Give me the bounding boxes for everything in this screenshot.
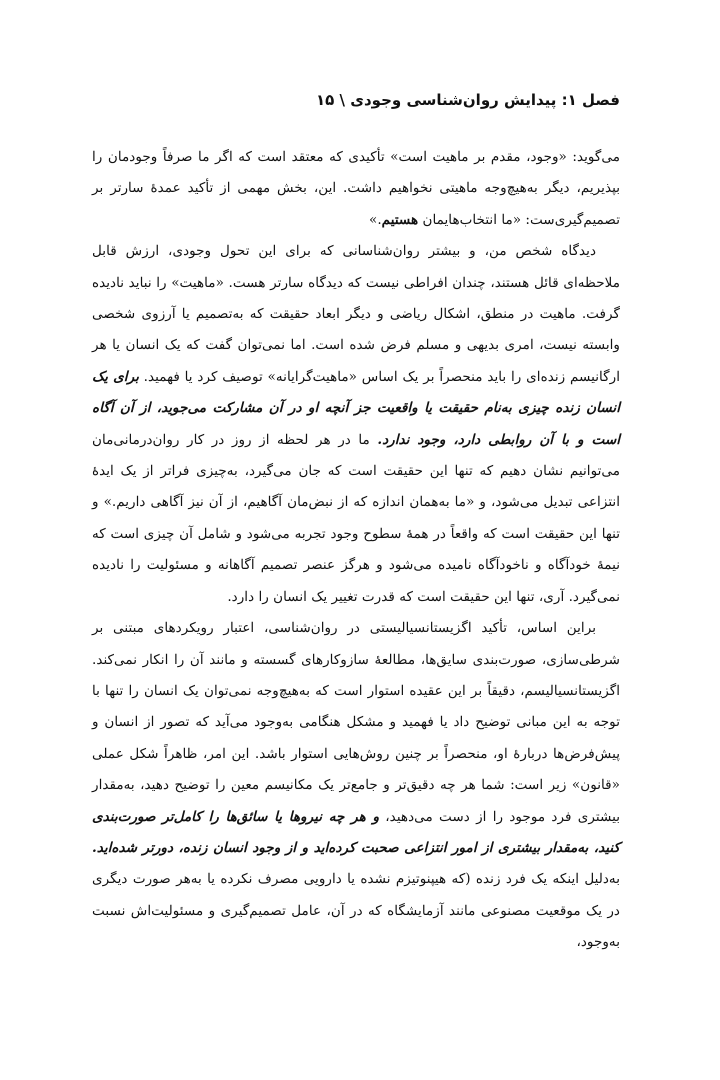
text-run: .»	[369, 211, 382, 228]
paragraph	[92, 236, 620, 613]
bold-text: هستیم	[381, 211, 419, 228]
text-run: می‌گوید: «وجود، مقدم بر ماهیت است» تأکیدی که معتقد است که اگر ما صرفاً وجودمان را بپذیریم، دیگر به‌هیچ‌وجه ماهیتی نخواهیم داشت. این، بخش مهمی از تأکید عمدهٔ سارتر بر تصمیم‌گیری‌ست: «ما انتخاب‌هایمان	[92, 149, 620, 228]
text-run: براین اساس، تأکید اگزیستانسیالیستی در روان‌شناسی، اعتبار رویکردهای مبتنی بر شرطی‌سازی، صورت‌بندی سایق‌ها، مطالعهٔ سازوکارهای گسسته و مانند آن را انکار نمی‌کند. اگزیستانسیالیسم، دقیقاً بر این عقیده استوار است که به‌هیچ‌وجه نمی‌توان یک انسان را تنها با توجه به این مبانی توضیح داد یا فهمید و مشکل هنگامی به‌وجود می‌آید که تصور از انسان و پیش‌فرض‌ها دربارهٔ او، منحصراً بر چنین روش‌هایی استوار باشد. این امر، ظاهراً شکل عملی «قانون» زیر است: شما هر چه دقیق‌تر و جامع‌تر یک مکانیسم معین را توضیح دهید، به‌مقدار بیشتری فرد موجود را از دست می‌دهید،	[92, 620, 620, 825]
text-run: به‌دلیل اینکه یک فرد زنده (که هیپنوتیزم نشده یا دارویی مصرف نکرده یا به‌هر صورت دیگری در یک موقعیت مصنوعی مانند آزمایشگاه که در آن، عامل تصمیم‌گیری و مسئولیت‌اش نسبت به‌وجود،	[92, 871, 620, 951]
running-head: فصل ۱: پیدایش روان‌شناسی وجودی \ ۱۵	[316, 91, 620, 109]
paragraph	[92, 142, 620, 236]
body-text	[92, 142, 620, 959]
emphasized-text: برای یک انسان زنده چیزی به‌نام حقیقت یا واقعیت جز آنچه او در آن مشارکت می‌جوید، از آن آگاه است و با آن روابطی دارد، وجود ندارد.	[92, 368, 620, 448]
emphasized-text: و هر چه نیروها یا سائق‌ها را کامل‌تر صورت‌بندی کنید، به‌مقدار بیشتری از امور انتزاعی صحبت کرده‌اید و از وجود انسان زنده، دورتر شده‌اید.	[92, 808, 620, 856]
text-run: دیدگاه شخص من، و بیشتر روان‌شناسانی که برای این تحول وجودی، ارزش قابل ملاحظه‌ای قائل هستند، چندان افراطی نیست که دیدگاه سارتر هست. «ماهیت» را نباید نادیده گرفت. ماهیت در منطق، اشکال ریاضی و دیگر ابعاد حقیقت که به‌تصمیم یا آرزوی شخصی وابسته نیست، امری بدیهی و مسلم فرض شده است. اما نمی‌توان گفت که یک انسان یا هر ارگانیسم زنده‌ای را باید منحصراً بر یک اساس «ماهیت‌گرایانه» توصیف کرد یا فهمید.	[92, 243, 620, 385]
paragraph	[92, 613, 620, 958]
book-page	[92, 88, 620, 1048]
text-run: ما در هر لحظه از روز در کار روان‌درمانی‌مان می‌توانیم نشان دهیم که تنها این حقیقت است که جان می‌گیرد، به‌چیزی فراتر از یک ایدهٔ انتزاعی تبدیل می‌شود، و «ما به‌همان اندازه که از نبض‌مان آگاهیم، از آن نیز آگاهی داریم.» و تنها این حقیقت است که واقعاً در همهٔ سطوح وجود تجربه می‌شود و شامل آن چیزی است که نیمهٔ خودآگاه و ناخودآگاه نامیده می‌شود و هرگز عنصر تصمیم آگاهانه و مسئولیت را نادیده نمی‌گیرد. آری، تنها این حقیقت است که قدرت تغییر یک انسان را دارد.	[92, 431, 620, 605]
